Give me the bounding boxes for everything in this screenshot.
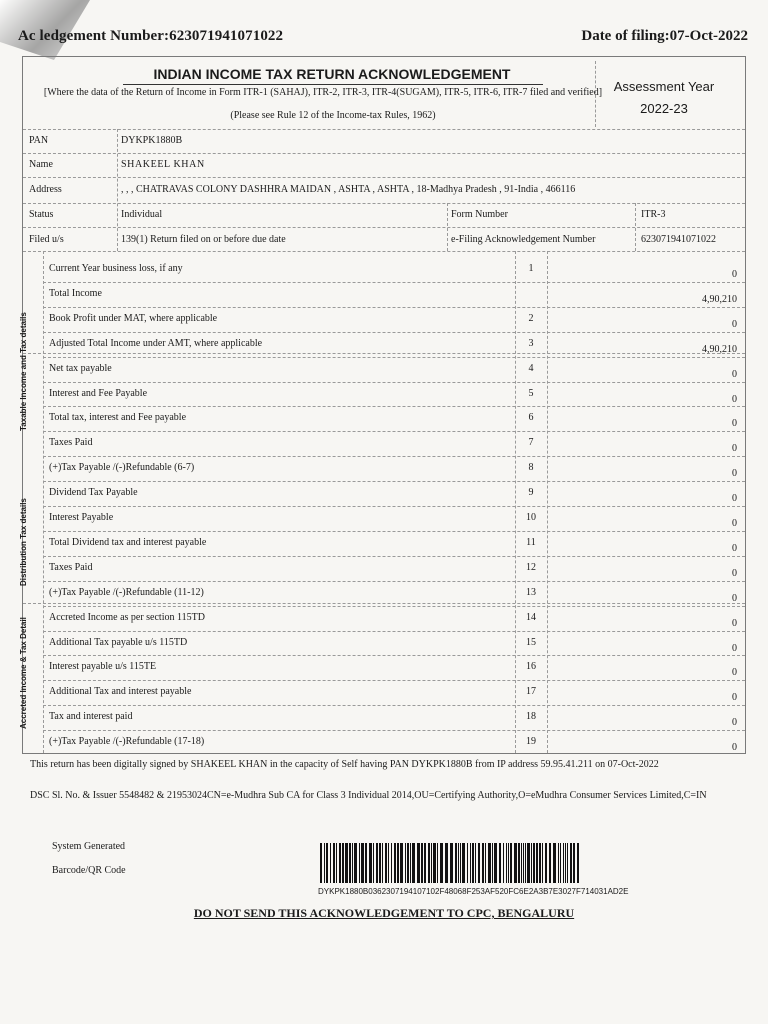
divider <box>635 203 636 251</box>
row-number: 16 <box>526 661 536 673</box>
acknowledgement-number: Ac ledgement Number:623071941071022 <box>18 28 284 44</box>
row-divider <box>43 631 745 632</box>
row-number: 14 <box>526 611 536 623</box>
barcode-bar <box>428 843 430 883</box>
barcode-bar <box>405 843 406 883</box>
row-divider <box>43 705 745 706</box>
row-divider <box>43 581 745 582</box>
row-value: 0 <box>732 692 737 704</box>
status-value: Individual <box>121 209 163 220</box>
assessment-year-box <box>597 63 731 121</box>
row-number: 11 <box>526 536 536 548</box>
row-number: 18 <box>526 711 536 723</box>
title-underline <box>123 84 543 85</box>
row-label: Additional Tax payable u/s 115TD <box>49 636 188 648</box>
divider <box>23 177 745 178</box>
row-divider <box>43 606 745 607</box>
row-number: 6 <box>528 412 534 424</box>
barcode-bar <box>482 843 484 883</box>
barcode-bar <box>349 843 351 883</box>
dsc-statement: DSC Sl. No. & Issuer 5548482 & 21953024CN=e-Mudhra Sub CA for Class 3 Individual 2014,OU=Certifying Authority,O=eMudhra Consumer Services Limited,C=IN <box>30 790 707 801</box>
name-label: Name <box>29 159 53 170</box>
pan-value: DYKPK1880B <box>121 135 183 146</box>
barcode-bar <box>397 843 399 883</box>
row-number: 15 <box>526 636 536 648</box>
row-label: (+)Tax Payable /(-)Refundable (11-12) <box>49 586 204 598</box>
barcode-bar <box>499 843 501 883</box>
row-divider <box>43 531 745 532</box>
divider <box>23 251 745 252</box>
efiling-ack-value: 623071941071022 <box>641 234 716 245</box>
barcode-bar <box>531 843 532 883</box>
row-value: 0 <box>732 318 737 330</box>
name-value: SHAKEEL KHAN <box>121 159 205 170</box>
barcode-bar <box>527 843 530 883</box>
barcode-bar <box>503 843 504 883</box>
barcode-bar <box>518 843 520 883</box>
row-label: Taxes Paid <box>49 437 93 449</box>
barcode-bar <box>376 843 378 883</box>
row-label: Taxes Paid <box>49 561 93 573</box>
form-title: INDIAN INCOME TAX RETURN ACKNOWLEDGEMENT <box>153 66 511 82</box>
row-divider <box>43 382 745 383</box>
barcode-bar <box>450 843 453 883</box>
row-number: 9 <box>528 487 534 499</box>
divider <box>23 227 745 228</box>
section-label-accreted: Accreted Income & Tax Detail <box>19 617 28 729</box>
barcode-bar <box>339 843 341 883</box>
barcode-bar <box>373 843 374 883</box>
row-value: 0 <box>732 642 737 654</box>
pan-label: PAN <box>29 135 49 146</box>
barcode-bar <box>558 843 559 883</box>
row-number: 1 <box>528 263 534 274</box>
divider <box>547 251 548 753</box>
address-label: Address <box>29 184 62 195</box>
row-label: Tax and interest paid <box>49 711 133 723</box>
barcode-bar <box>467 843 468 883</box>
divider <box>515 251 516 753</box>
row-divider <box>43 456 745 457</box>
row-divider <box>43 556 745 557</box>
row-label: Additional Tax and interest payable <box>49 686 192 698</box>
barcode-bar <box>458 843 459 883</box>
row-divider <box>43 431 745 432</box>
row-number: 8 <box>528 462 534 474</box>
barcode-bar <box>523 843 524 883</box>
divider <box>23 153 745 154</box>
section-label-distribution: Distribution Tax details <box>19 498 28 586</box>
barcode-bar <box>345 843 348 883</box>
barcode-bar <box>365 843 367 883</box>
barcode-bar <box>379 843 381 883</box>
barcode-bar <box>475 843 476 883</box>
barcode-bar <box>560 843 561 883</box>
row-number: 4 <box>528 362 534 374</box>
barcode-bar <box>352 843 353 883</box>
row-value: 0 <box>732 592 737 604</box>
system-generated-label: System Generated <box>52 841 126 852</box>
row-value: 0 <box>732 567 737 579</box>
date-of-filing: Date of filing:07-Oct-2022 <box>581 28 748 44</box>
row-number: 12 <box>526 561 536 573</box>
section-label-taxable: Taxable Income and Tax details <box>19 312 28 432</box>
row-divider <box>43 730 745 731</box>
row-value: 4,90,210 <box>702 343 737 355</box>
row-label: Book Profit under MAT, where applicable <box>49 312 218 324</box>
divider <box>23 203 745 204</box>
row-label: Interest and Fee Payable <box>49 387 148 399</box>
row-divider <box>43 357 745 358</box>
barcode-bar <box>336 843 337 883</box>
barcode-bar <box>394 843 396 883</box>
row-value: 0 <box>732 667 737 679</box>
row-divider <box>43 506 745 507</box>
barcode-bar <box>462 843 465 883</box>
bottom-notice: DO NOT SEND THIS ACKNOWLEDGEMENT TO CPC, BENGALURU <box>193 906 575 920</box>
barcode-bar <box>521 843 522 883</box>
barcode-bar <box>510 843 512 883</box>
assessment-year-label: Assessment Year <box>613 79 715 94</box>
barcode-bar <box>478 843 480 883</box>
barcode-bar <box>508 843 509 883</box>
form-number-label: Form Number <box>451 209 508 220</box>
barcode-bar <box>324 843 325 883</box>
barcode-bar <box>407 843 409 883</box>
barcode-bar <box>400 843 403 883</box>
barcode-bar <box>359 843 360 883</box>
efiling-ack-label: e-Filing Acknowledgement Number <box>451 234 596 245</box>
row-value: 0 <box>732 443 737 455</box>
signature-statement: This return has been digitally signed by SHAKEEL KHAN in the capacity of Self having PAN DYKPK1880B from IP address 59.95.41.211 on 07-Oct-2022 <box>30 759 659 770</box>
barcode-bar <box>549 843 551 883</box>
barcode-bar <box>361 843 364 883</box>
barcode-bar <box>525 843 526 883</box>
row-divider <box>43 680 745 681</box>
row-number: 17 <box>526 686 536 698</box>
barcode-bar <box>354 843 357 883</box>
row-label: Total tax, interest and Fee payable <box>49 412 187 424</box>
barcode-bar <box>431 843 432 883</box>
row-value: 0 <box>732 368 737 380</box>
row-value: 0 <box>732 269 737 280</box>
row-number: 2 <box>528 312 534 324</box>
row-value: 0 <box>732 468 737 480</box>
barcode-bar <box>542 843 543 883</box>
assessment-year-value: 2022-23 <box>640 101 688 116</box>
barcode-bar <box>320 843 322 883</box>
filed-us-label: Filed u/s <box>29 234 64 245</box>
row-label: Adjusted Total Income under AMT, where applicable <box>49 337 263 349</box>
barcode-bar <box>514 843 517 883</box>
row-label: Total Income <box>49 287 102 299</box>
barcode-bar <box>369 843 372 883</box>
row-number: 7 <box>528 437 534 449</box>
barcode-bar <box>388 843 389 883</box>
barcode-bar <box>445 843 448 883</box>
barcode-bar <box>410 843 411 883</box>
barcode-bar <box>424 843 426 883</box>
row-number: 3 <box>528 337 534 349</box>
row-number: 13 <box>526 586 536 598</box>
barcode-image <box>320 843 580 883</box>
row-value: 0 <box>732 742 737 754</box>
row-label: Accreted Income as per section 115TD <box>49 611 205 623</box>
row-label: Interest payable u/s 115TE <box>49 661 157 673</box>
row-divider <box>43 481 745 482</box>
section-divider <box>23 353 745 354</box>
row-value: 0 <box>732 418 737 430</box>
barcode-bar <box>385 843 387 883</box>
row-label: (+)Tax Payable /(-)Refundable (17-18) <box>49 736 205 748</box>
barcode-bar <box>565 843 566 883</box>
barcode-bar <box>539 843 541 883</box>
barcode-bar <box>506 843 507 883</box>
row-label: Total Dividend tax and interest payable <box>49 536 207 548</box>
row-value: 0 <box>732 617 737 629</box>
barcode-bar <box>440 843 443 883</box>
barcode-bar <box>488 843 491 883</box>
row-label: Net tax payable <box>49 362 112 374</box>
barcode-bar <box>533 843 535 883</box>
barcode-bar <box>326 843 328 883</box>
status-label: Status <box>29 209 54 220</box>
divider <box>447 203 448 251</box>
barcode-bar <box>563 843 564 883</box>
barcode-bar <box>536 843 538 883</box>
row-label: (+)Tax Payable /(-)Refundable (6-7) <box>49 462 195 474</box>
barcode-bar <box>472 843 474 883</box>
barcode-bar <box>492 843 493 883</box>
row-label: Current Year business loss, if any <box>49 263 183 274</box>
acknowledgement-form <box>19 56 746 754</box>
row-divider <box>43 282 745 283</box>
row-number: 19 <box>526 736 536 748</box>
divider <box>117 129 118 251</box>
barcode-label: Barcode/QR Code <box>52 865 126 876</box>
row-number: 10 <box>526 512 536 523</box>
section-divider <box>23 603 745 604</box>
divider <box>23 129 745 130</box>
barcode-bar <box>494 843 497 883</box>
row-divider <box>43 307 745 308</box>
barcode-bar <box>417 843 420 883</box>
barcode-bar <box>485 843 486 883</box>
barcode-bar <box>421 843 423 883</box>
barcode <box>320 843 580 883</box>
divider <box>595 61 596 127</box>
form-subtitle: [Where the data of the Return of Income in Form ITR-1 (SAHAJ), ITR-2, ITR-3, ITR-4(SUGAM), ITR-5, ITR-6, ITR-7 filed and verified] <box>43 87 603 98</box>
rule-note: (Please see Rule 12 of the Income-tax Rules, 1962) <box>230 110 436 121</box>
barcode-bar <box>382 843 383 883</box>
form-number-value: ITR-3 <box>641 209 666 220</box>
address-value: , , , CHATRAVAS COLONY DASHHRA MAIDAN , ASHTA , ASHTA , 18-Madhya Pradesh , 91-India , 466116 <box>121 184 576 195</box>
barcode-bar <box>570 843 572 883</box>
barcode-bar <box>567 843 568 883</box>
row-label: Dividend Tax Payable <box>49 487 138 499</box>
barcode-bar <box>333 843 335 883</box>
barcode-bar <box>545 843 547 883</box>
barcode-bar <box>412 843 415 883</box>
row-value: 0 <box>732 518 737 529</box>
barcode-text: DYKPK1880B0362307194107102F48068F253AF520FC6E2A3B7E3027F714031AD2E <box>318 887 629 896</box>
barcode-bar <box>577 843 579 883</box>
row-divider <box>43 655 745 656</box>
row-value: 0 <box>732 717 737 729</box>
barcode-bar <box>455 843 457 883</box>
barcode-bar <box>437 843 438 883</box>
filed-us-value: 139(1) Return filed on or before due date <box>121 234 286 245</box>
barcode-bar <box>433 843 436 883</box>
barcode-bar <box>553 843 556 883</box>
row-divider <box>43 332 745 333</box>
row-value: 0 <box>732 393 737 405</box>
row-divider <box>43 406 745 407</box>
barcode-bar <box>342 843 344 883</box>
barcode-bar <box>573 843 575 883</box>
divider <box>43 251 44 753</box>
barcode-bar <box>460 843 461 883</box>
row-value: 4,90,210 <box>702 293 737 305</box>
row-value: 0 <box>732 493 737 505</box>
row-value: 0 <box>732 542 737 554</box>
barcode-bar <box>330 843 331 883</box>
barcode-bar <box>391 843 392 883</box>
barcode-bar <box>470 843 471 883</box>
row-number: 5 <box>528 387 534 399</box>
row-label: Interest Payable <box>49 512 114 523</box>
